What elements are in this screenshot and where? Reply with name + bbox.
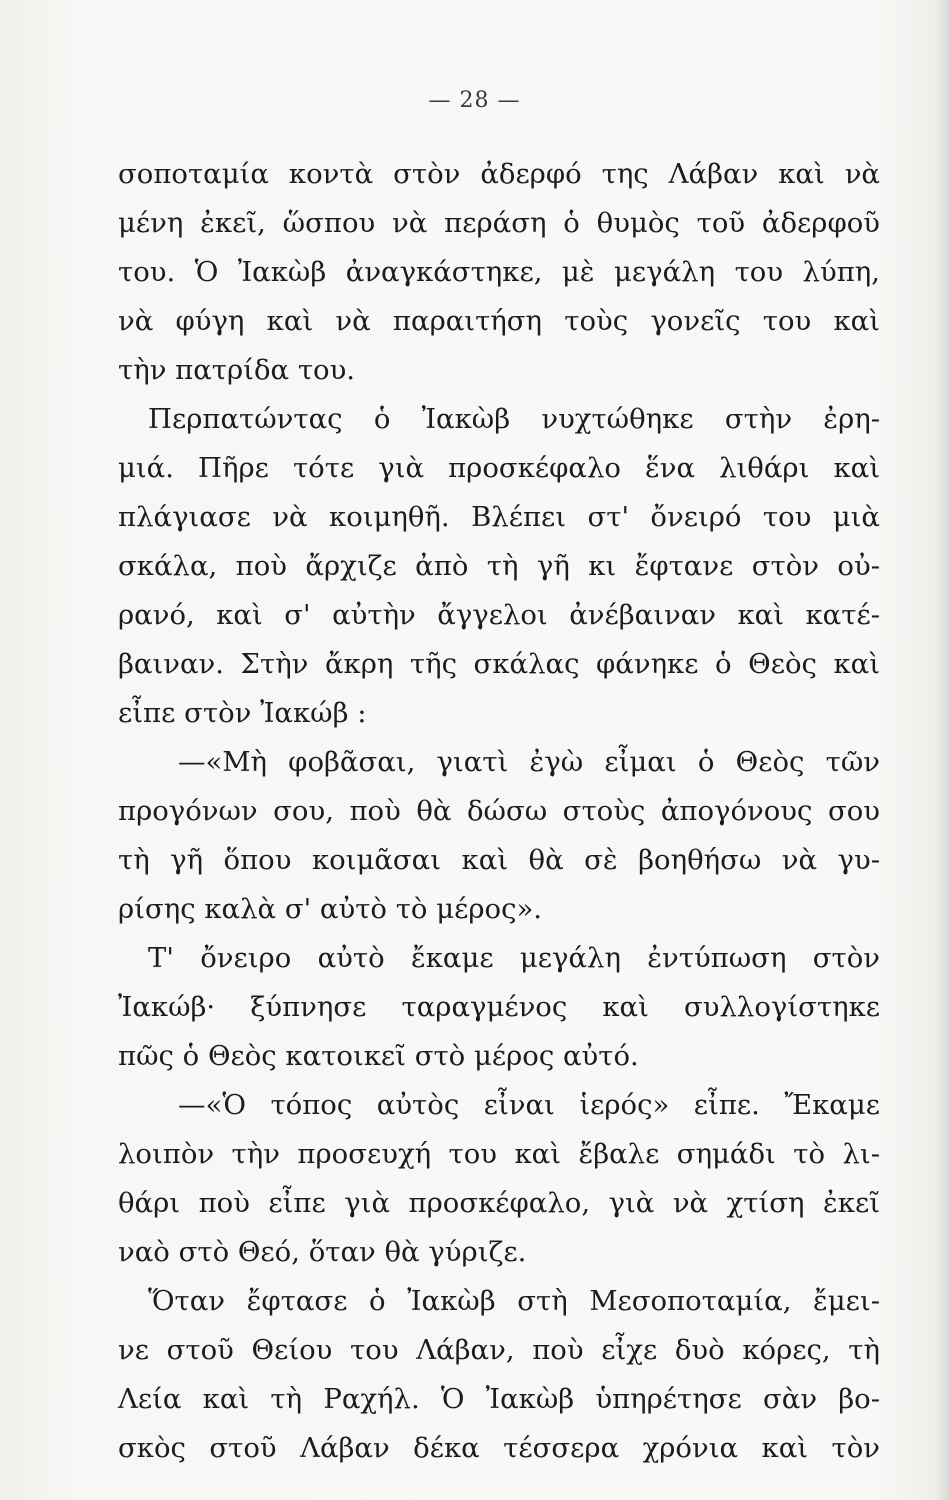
text-line: ρανό, καὶ σ' αὐτὴν ἄγγελοι ἀνέβαιναν καὶ κατέ- <box>118 599 880 631</box>
text-line: νὰ φύγη καὶ νὰ παραιτήση τοὺς γονεῖς του καὶ <box>118 305 880 337</box>
text-line: ναὸ στὸ Θεό, ὅταν θὰ γύριζε. <box>118 1236 527 1268</box>
page-edge-shadow <box>935 0 949 1500</box>
text-line: Λεία καὶ τὴ Ραχήλ. Ὁ Ἰακὼβ ὑπηρέτησε σὰν βο- <box>118 1383 880 1415</box>
text-line: τὴ γῆ ὅπου κοιμᾶσαι καὶ θὰ σὲ βοηθήσω νὰ γυ- <box>118 844 880 876</box>
text-line: νε στοῦ Θείου του Λάβαν, ποὺ εἶχε δυὸ κόρες, τὴ <box>118 1334 880 1366</box>
text-line: ρίσης καλὰ σ' αὐτὸ τὸ μέρος». <box>118 893 543 925</box>
text-line: Ἰακώβ· ξύπνησε ταραγμένος καὶ συλλογίστηκε <box>118 991 880 1023</box>
text-line: πῶς ὁ Θεὸς κατοικεῖ στὸ μέρος αὐτό. <box>118 1040 639 1072</box>
text-line: τὴν πατρίδα του. <box>118 354 356 386</box>
text-line: σκάλα, ποὺ ἄρχιζε ἀπὸ τὴ γῆ κι ἔφτανε στὸν οὐ- <box>118 550 880 582</box>
text-line: σκὸς στοῦ Λάβαν δέκα τέσσερα χρόνια καὶ τὸν <box>118 1432 880 1464</box>
text-line: σοποταμία κοντὰ στὸν ἀδερφό της Λάβαν καὶ νὰ <box>118 158 880 190</box>
text-line: Τ' ὄνειρο αὐτὸ ἔκαμε μεγάλη ἐντύπωση στὸν <box>148 942 880 974</box>
body-text <box>118 150 880 1473</box>
text-line: βαιναν. Στὴν ἄκρη τῆς σκάλας φάνηκε ὁ Θεὸς καὶ <box>118 648 880 680</box>
page-number: — 28 — <box>428 88 521 113</box>
text-line: Ὅταν ἔφτασε ὁ Ἰακὼβ στὴ Μεσοποταμία, ἔμει- <box>148 1285 880 1317</box>
text-line: μένη ἐκεῖ, ὥσπου νὰ περάση ὁ θυμὸς τοῦ ἀδερφοῦ <box>118 207 880 239</box>
text-line: πλάγιασε νὰ κοιμηθῆ. Βλέπει στ' ὄνειρό του μιὰ <box>118 501 880 533</box>
text-line: του. Ὁ Ἰακὼβ ἀναγκάστηκε, μὲ μεγάλη του λύπη, <box>118 256 880 288</box>
text-line: θάρι ποὺ εἶπε γιὰ προσκέφαλο, γιὰ νὰ χτίση ἐκεῖ <box>118 1187 880 1219</box>
text-line: προγόνων σου, ποὺ θὰ δώσω στοὺς ἀπογόνους σου <box>118 795 880 827</box>
text-line: Περπατώντας ὁ Ἰακὼβ νυχτώθηκε στὴν ἐρη- <box>148 403 880 435</box>
text-line: μιά. Πῆρε τότε γιὰ προσκέφαλο ἕνα λιθάρι καὶ <box>118 452 880 484</box>
text-line: —«Μὴ φοβᾶσαι, γιατὶ ἐγὼ εἶμαι ὁ Θεὸς τῶν <box>178 746 880 778</box>
text-line: —«Ὁ τόπος αὐτὸς εἶναι ἱερός» εἶπε. Ἔκαμε <box>178 1089 880 1121</box>
text-line: εἶπε στὸν Ἰακώβ : <box>118 697 367 729</box>
text-line: λοιπὸν τὴν προσευχή του καὶ ἔβαλε σημάδι τὸ λι- <box>118 1138 880 1170</box>
